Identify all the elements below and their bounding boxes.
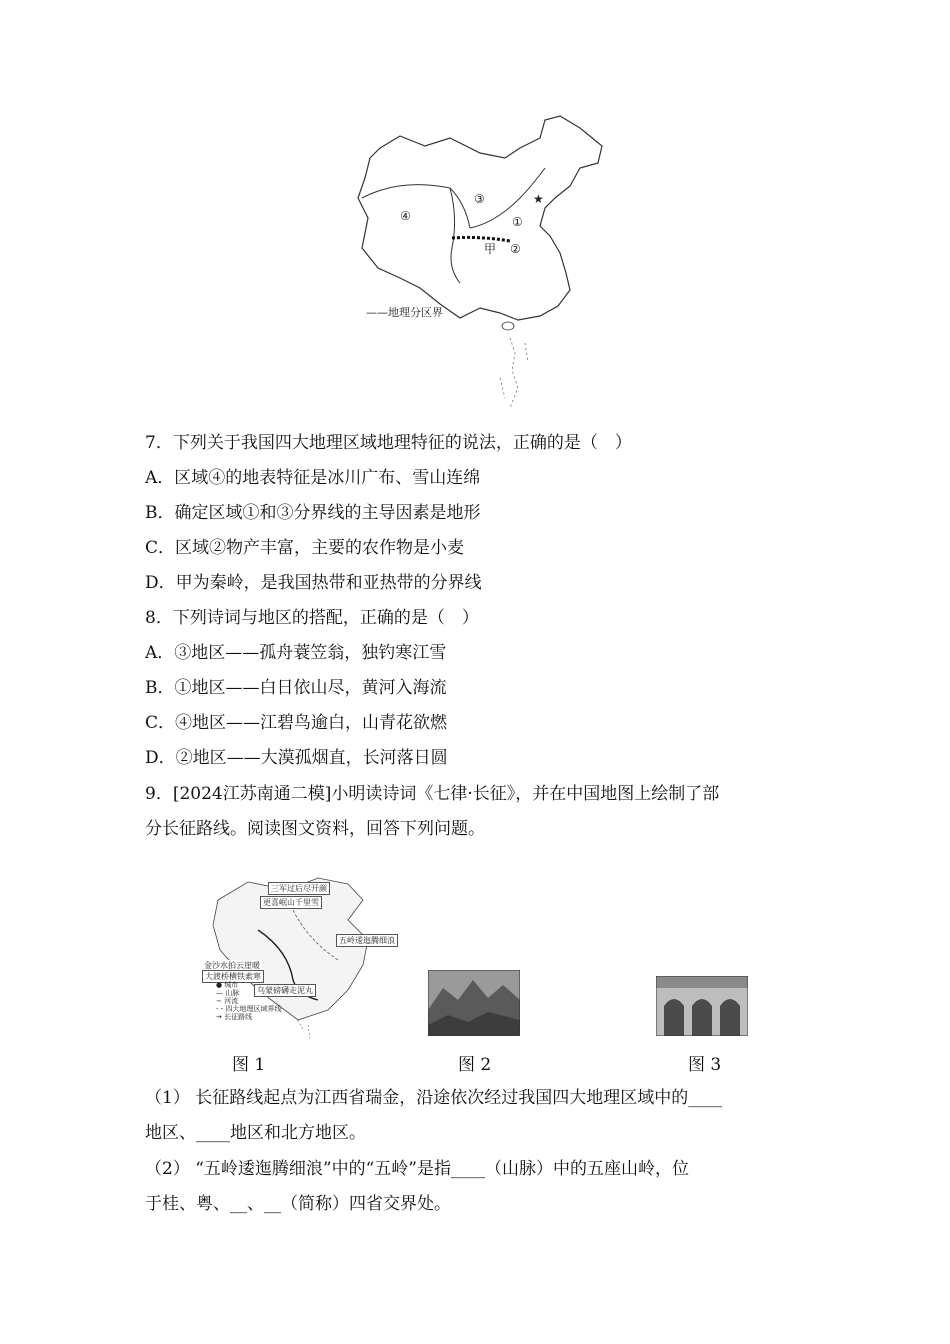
q8-stem: 8．下列诗词与地区的搭配，正确的是（ ） [145, 608, 479, 628]
qinling-line [452, 237, 510, 241]
china-regions-map [340, 108, 620, 420]
q9-sub2-line1: （2） “五岭逶迤腾细浪”中的“五岭”是指____（山脉）中的五座山岭，位 [145, 1159, 689, 1179]
fig1-box-4: 金沙水拍云崖暖 [204, 961, 260, 970]
figure-1-caption: 图 1 [232, 1055, 266, 1075]
region-border-qinghai-tibet [450, 188, 460, 283]
hainan-island [502, 322, 514, 330]
q7-option-c: C．区域②物产丰富，主要的农作物是小麦 [145, 538, 465, 558]
q9-sub1-line2: 地区、____地区和北方地区。 [145, 1123, 366, 1143]
fig1-box-2: 更喜岷山千里雪 [260, 896, 322, 909]
fig1-legend-3: ∼ 河流 [216, 997, 239, 1005]
fig1-legend-5: → 长征路线 [216, 1013, 253, 1021]
fig1-legend-2: — 山脉 [216, 989, 240, 997]
region-label-4: ④ [400, 209, 411, 223]
capital-star: ★ [533, 192, 544, 206]
figure-3-building-photo [656, 976, 748, 1036]
q7-stem: 7．下列关于我国四大地理区域地理特征的说法，正确的是（ ） [145, 433, 632, 453]
q9-stem-line2: 分长征路线。阅读图文资料，回答下列问题。 [145, 819, 485, 839]
map-legend: ——地理分区界 [366, 306, 443, 319]
fig1-box-5: 大渡桥横铁索寒 [202, 970, 264, 983]
south-china-sea-islands [500, 338, 528, 408]
region-label-jia: 甲 [484, 242, 497, 256]
q9-sub1-line1: （1） 长征路线起点为江西省瑞金，沿途依次经过我国四大地理区域中的____ [145, 1088, 723, 1108]
china-outline [358, 116, 602, 320]
q8-option-b: B．①地区——白日依山尽，黄河入海流 [145, 678, 447, 698]
q9-sub2-line2: 于桂、粤、__、__（简称）四省交界处。 [145, 1194, 451, 1214]
fig1-box-1: 三军过后尽开颜 [268, 882, 330, 895]
figure-2-caption: 图 2 [458, 1055, 492, 1075]
fig1-box-3: 五岭逶迤腾细浪 [336, 934, 398, 947]
fig1-legend-1: ● 城市 [216, 981, 239, 989]
fig1-legend-4: - - 四大地理区域界线 [216, 1005, 282, 1013]
q8-option-a: A．③地区——孤舟蓑笠翁，独钓寒江雪 [145, 643, 447, 663]
q9-stem-line1: 9．[2024江苏南通二模]小明读诗词《七律·长征》，并在中国地图上绘制了部 [145, 784, 720, 804]
q7-option-b: B．确定区域①和③分界线的主导因素是地形 [145, 503, 481, 523]
q8-option-c: C．④地区——江碧鸟逾白，山青花欲燃 [145, 713, 448, 733]
figure-3-caption: 图 3 [688, 1055, 722, 1075]
fig1-box-6: 乌蒙磅礴走泥丸 [254, 984, 316, 997]
region-label-3: ③ [474, 192, 485, 206]
figure-2-mountain-photo [428, 970, 520, 1036]
q7-option-a: A．区域④的地表特征是冰川广布、雪山连绵 [145, 468, 481, 488]
q8-option-d: D．②地区——大漠孤烟直，长河落日圆 [145, 748, 448, 768]
figure-1-long-march-map [198, 870, 398, 1040]
region-label-1: ① [512, 215, 523, 229]
q7-option-d: D．甲为秦岭，是我国热带和亚热带的分界线 [145, 573, 482, 593]
region-label-2: ② [510, 242, 521, 256]
